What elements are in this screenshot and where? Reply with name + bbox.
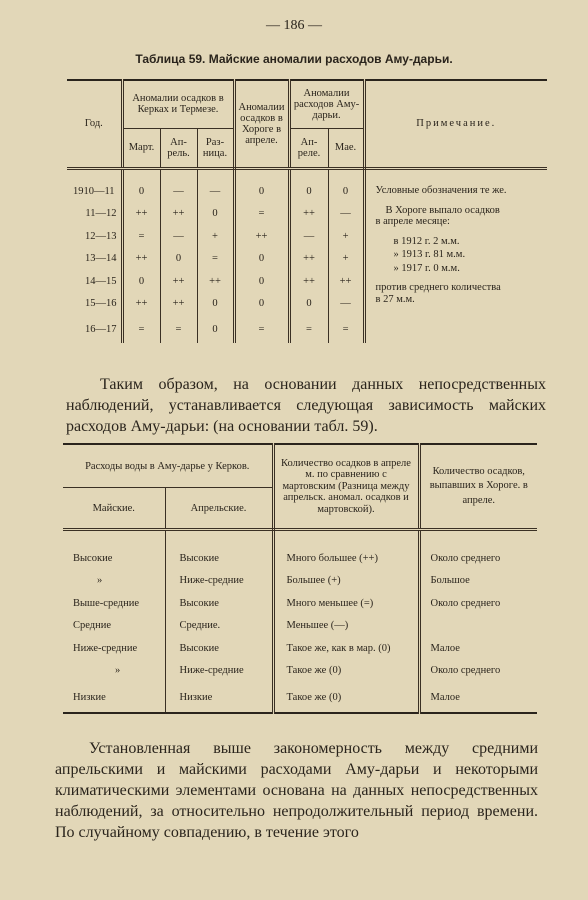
- cell-amu-may: =: [328, 315, 364, 343]
- cell-march: ++: [122, 248, 160, 271]
- cell-march: ++: [122, 203, 160, 226]
- cell-may-flow: »: [97, 575, 103, 587]
- header-amu-anomalies: Аномалии расходов Аму-дарьи.: [293, 87, 360, 121]
- cell-april: —: [160, 225, 197, 248]
- note-line: В Хороге выпало осадков: [385, 204, 500, 216]
- cell-khorog: =: [234, 203, 289, 226]
- paragraph-2-text: Установленная выше закономерность между средними апрельскими и майскими расходами Аму-дарьи и некоторыми климатическими элементами основана на данных непосредственных наблюдений, за относительно непродолжительный период времени. По случайному совпадению, в течение этого: [55, 740, 538, 841]
- header-may-flow: Майские.: [92, 502, 135, 514]
- cell-amu-may: +: [328, 248, 364, 271]
- cell-khorog-precip: Около среднего: [419, 547, 537, 570]
- note-line: в апреле месяце:: [375, 216, 450, 228]
- header-precip-difference: Количество осадков в апреле м. по сравнению с мартовским (Разница между апрельск. аномал. осадков и мартовской).: [281, 457, 411, 515]
- cell-march: ++: [122, 293, 160, 316]
- header-khorog-precip: Количество осадков, выпавших в Хороге. в апреле.: [429, 466, 528, 506]
- cell-may-flow: »: [115, 665, 121, 677]
- cell-khorog: ++: [234, 225, 289, 248]
- table-row: [67, 180, 547, 203]
- cell-difference: 0: [197, 293, 234, 316]
- cell-khorog: 0: [234, 293, 289, 316]
- table-row: [63, 682, 537, 713]
- cell-khorog-precip: Около среднего: [419, 660, 537, 683]
- cell-amu-may: —: [328, 293, 364, 316]
- cell-amu-april: =: [289, 315, 328, 343]
- table-row: [63, 570, 537, 593]
- table-row: [63, 637, 537, 660]
- cell-difference: —: [197, 180, 234, 203]
- header-flow: Расходы воды в Аму-дарье у Керков.: [85, 460, 250, 472]
- header-march: Март.: [128, 142, 155, 154]
- cell-year: 11—12: [85, 208, 117, 220]
- cell-khorog-precip: Малое: [419, 637, 537, 660]
- header-april-flow: Апрельские.: [190, 502, 247, 514]
- cell-difference: =: [197, 248, 234, 271]
- cell-may-flow: Ниже-средние: [73, 642, 138, 654]
- cell-april: =: [160, 315, 197, 343]
- flow-dependency-table: [63, 443, 537, 714]
- cell-amu-april: 0: [289, 293, 328, 316]
- table-row: [63, 615, 537, 638]
- table-row: [63, 547, 537, 570]
- cell-april: —: [160, 180, 197, 203]
- note-line: в 27 м.м.: [375, 293, 415, 305]
- cell-march: 0: [122, 270, 160, 293]
- cell-khorog: =: [234, 315, 289, 343]
- cell-april-flow: Высокие: [165, 592, 273, 615]
- cell-april: ++: [160, 270, 197, 293]
- header-khorog-anomalies: Аномалии осадков в Хороге в апреле.: [238, 101, 285, 147]
- cell-precip-difference: Такое же, как в мар. (0): [273, 637, 419, 660]
- cell-year: 12—13: [85, 230, 117, 242]
- cell-april-flow: Ниже-средние: [165, 570, 273, 593]
- cell-khorog-precip: [419, 615, 537, 638]
- cell-april-flow: Ниже-средние: [165, 660, 273, 683]
- cell-april-flow: Средние.: [165, 615, 273, 638]
- header-year: Год.: [84, 118, 103, 130]
- cell-amu-may: +: [328, 225, 364, 248]
- cell-khorog: 0: [234, 180, 289, 203]
- cell-precip-difference: Большее (+): [273, 570, 419, 593]
- cell-precip-difference: Такое же (0): [273, 660, 419, 683]
- cell-amu-may: 0: [328, 180, 364, 203]
- paragraph-1: [66, 374, 546, 437]
- header-difference: Раз-ница.: [202, 136, 228, 159]
- cell-may-flow: Высокие: [73, 552, 113, 564]
- cell-amu-april: —: [289, 225, 328, 248]
- cell-amu-april: 0: [289, 180, 328, 203]
- cell-year: 15—16: [85, 298, 117, 310]
- cell-april: ++: [160, 293, 197, 316]
- cell-precip-difference: Меньшее (—): [273, 615, 419, 638]
- note-line: в 1912 г. 2 м.м.: [393, 235, 460, 247]
- header-note: Примечание.: [416, 118, 497, 130]
- cell-april-flow: Высокие: [165, 547, 273, 570]
- paragraph-1-text: Таким образом, на основании данных непосредственных наблюдений, устанавливается следующая зависимость майских расходов Аму-дарьи: (на основании табл. 59).: [66, 376, 546, 435]
- note-line: » 1917 г. 0 м.м.: [393, 262, 460, 274]
- cell-precip-difference: Много большее (++): [273, 547, 419, 570]
- cell-khorog-precip: Большое: [419, 570, 537, 593]
- cell-march: =: [122, 225, 160, 248]
- header-in-april: Ап-реле.: [297, 136, 321, 159]
- cell-amu-april: ++: [289, 248, 328, 271]
- cell-difference: ++: [197, 270, 234, 293]
- cell-khorog: 0: [234, 270, 289, 293]
- cell-may-flow: Средние: [73, 620, 112, 632]
- cell-amu-may: ++: [328, 270, 364, 293]
- cell-april: 0: [160, 248, 197, 271]
- cell-year: 1910—11: [72, 185, 115, 197]
- note-line: » 1913 г. 81 м.м.: [393, 249, 466, 261]
- cell-march: 0: [122, 180, 160, 203]
- cell-may-flow: Низкие: [63, 682, 165, 713]
- table-row: [63, 592, 537, 615]
- cell-khorog: 0: [234, 248, 289, 271]
- cell-april: ++: [160, 203, 197, 226]
- cell-year: 13—14: [85, 253, 117, 265]
- table-59: [67, 79, 547, 343]
- page-number: — 186 —: [266, 18, 322, 33]
- cell-precip-difference: Много меньшее (=): [273, 592, 419, 615]
- cell-khorog-precip: Малое: [419, 682, 537, 713]
- cell-year: 14—15: [85, 275, 117, 287]
- cell-march: =: [122, 315, 160, 343]
- header-in-may: Мае.: [334, 142, 357, 154]
- cell-year: 16—17: [85, 323, 117, 335]
- cell-precip-difference: Такое же (0): [273, 682, 419, 713]
- paragraph-2: [55, 738, 538, 843]
- cell-difference: +: [197, 225, 234, 248]
- cell-amu-april: ++: [289, 270, 328, 293]
- cell-april-flow: Высокие: [165, 637, 273, 660]
- cell-april-flow: Низкие: [165, 682, 273, 713]
- cell-amu-may: —: [328, 203, 364, 226]
- table-59-title: Таблица 59. Майские аномалии расходов Аму-дарьи.: [135, 52, 453, 66]
- note-line: против среднего количества: [375, 282, 501, 294]
- table-row: [63, 660, 537, 683]
- cell-khorog-precip: Около среднего: [419, 592, 537, 615]
- cell-may-flow: Выше-средние: [73, 597, 139, 609]
- cell-difference: 0: [197, 315, 234, 343]
- cell-amu-april: ++: [289, 203, 328, 226]
- note-line: Условные обозначения те же.: [375, 185, 507, 196]
- header-kerki-anomalies: Аномалии осадков в Керках и Термезе.: [132, 93, 224, 116]
- cell-difference: 0: [197, 203, 234, 226]
- note-cell: [364, 180, 547, 343]
- header-april: Ап-рель.: [167, 136, 190, 159]
